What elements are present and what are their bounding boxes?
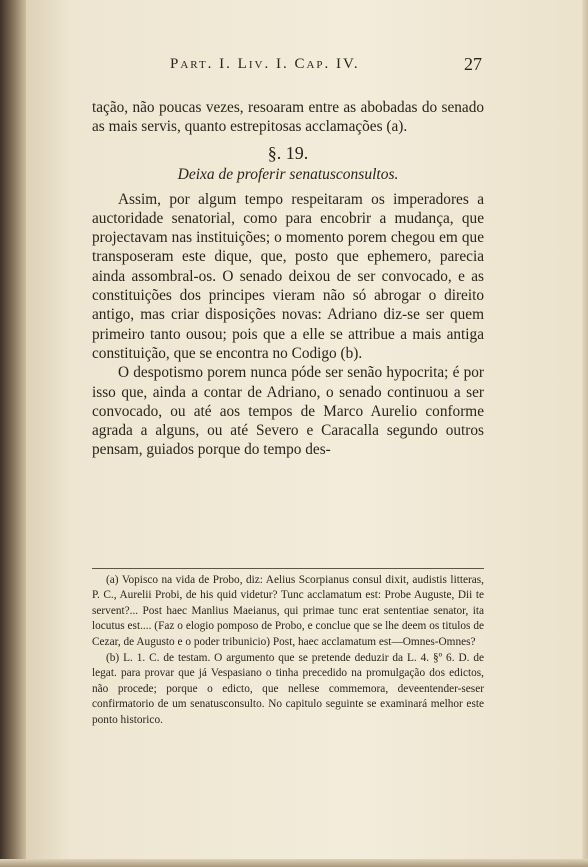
page-number: 27 <box>464 54 482 74</box>
footnotes <box>92 568 484 728</box>
section-title: Deixa de proferir senatusconsultos. <box>177 165 399 183</box>
footnote-b: (b) L. 1. C. de testam. O argumento que se pretende deduzir da L. 4. §º 6. D. de legat. para provar que já Vespasiano o tinha precedido na promulgação dos edictos, não procede; porque o edicto, que nellese commemora, deveentender-seser confirmatorio de um senatusconsulto. No capitulo seguinte se examinará melhor este ponto historico. <box>92 652 484 726</box>
paragraph-despotismo: O despotismo porem nunca póde ser senão hypocrita; é por isso que, ainda a contar de Adriano, o senado continuou a ser convocado, ou até aos tempos de Marco Aurelio conforme agrada a alguns, ou até Severo e Caracalla segundo outros pensam, guiados porque do tempo des- <box>92 364 484 459</box>
paragraph-continued: tação, não poucas vezes, resoaram entre as abobadas do senado as mais servis, quanto estrepitosas acclamações (a). <box>92 99 484 136</box>
paragraph-assim: Assim, por algum tempo respeitaram os imperadores a auctoridade senatorial, como para encobrir a mudança, que projectavam nas instituições; o momento porem chegou em que transposeram este dique, que, posto que ephemero, parecia ainda assombral-os. O senado deixou de ser convocado, e as constituições dos principes vieram não só abrogar o direito antigo, mas criar disposições novas: Adriano diz-se ser quem primeiro tanto ousou; pois que a elle se attribue a mais antiga constituição, que se encontra no Codigo (b). <box>92 190 484 362</box>
page-header <box>92 52 484 78</box>
running-head: Part. I. Liv. I. Cap. IV. <box>170 56 360 72</box>
page-edge-bottom <box>0 859 588 867</box>
footnote-a: (a) Vopisco na vida de Probo, diz: Aelius Scorpianus consul dixit, audistis litteras, P. C., Aurelii Probi, de his quid videtur? Tunc acclamatum est: Probe Auguste, Dii te servent?... Post haec Manlius Maeianus, qui primae tunc erat sententiae senator, ita locutus est.... (Faz o elogio pomposo de Probo, e conclue que se lhe deem os titulos de Cezar, de Augusto e o poder tribunicio) Post, haec acclamatum est—Omnes-Omnes? <box>92 574 484 648</box>
body-text <box>92 98 484 460</box>
section-number: §. 19. <box>267 142 309 163</box>
book-spine-shadow <box>0 0 26 867</box>
page-content <box>92 52 484 460</box>
page-edge-right <box>582 0 588 867</box>
